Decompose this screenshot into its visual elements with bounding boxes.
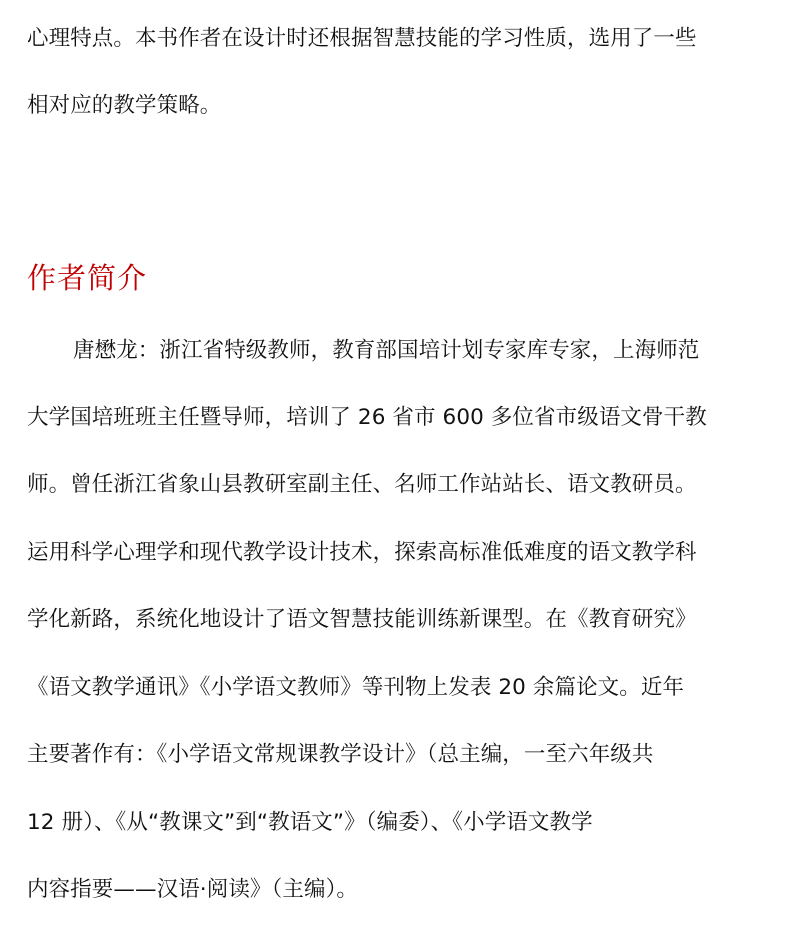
bio-paragraph-line: 12 册）、《从“教课文”到“教语文”》（编委）、《小学语文教学 — [27, 810, 593, 835]
section-heading: 作者简介 — [27, 261, 148, 295]
bio-paragraph-line: 《语文教学通讯》《小学语文教师》等刊物上发表 20 余篇论文。近年 — [27, 675, 685, 700]
intro-paragraph-line-1: 心理特点。本书作者在设计时还根据智慧技能的学习性质，选用了一些 — [27, 26, 697, 51]
bio-paragraph-line: 运用科学心理学和现代教学设计技术，探索高标准低难度的语文教学科 — [27, 540, 697, 565]
bio-paragraph-line: 师。曾任浙江省象山县教研室副主任、名师工作站站长、语文教研员。 — [27, 472, 697, 497]
bio-paragraph-line: 学化新路，系统化地设计了语文智慧技能训练新课型。在《教育研究》 — [27, 607, 697, 632]
bio-paragraph-line: 内容指要——汉语·阅读》（主编）。 — [27, 877, 359, 902]
bio-paragraph-line: 大学国培班班主任暨导师，培训了 26 省市 600 多位省市级语文骨干教 — [27, 405, 707, 430]
intro-paragraph-line-2: 相对应的教学策略。 — [27, 93, 222, 118]
bio-paragraph-line: 唐懋龙：浙江省特级教师，教育部国培计划专家库专家，上海师范 — [73, 338, 700, 363]
bio-paragraph-line: 主要著作有：《小学语文常规课教学设计》（总主编，一至六年级共 — [27, 742, 654, 767]
